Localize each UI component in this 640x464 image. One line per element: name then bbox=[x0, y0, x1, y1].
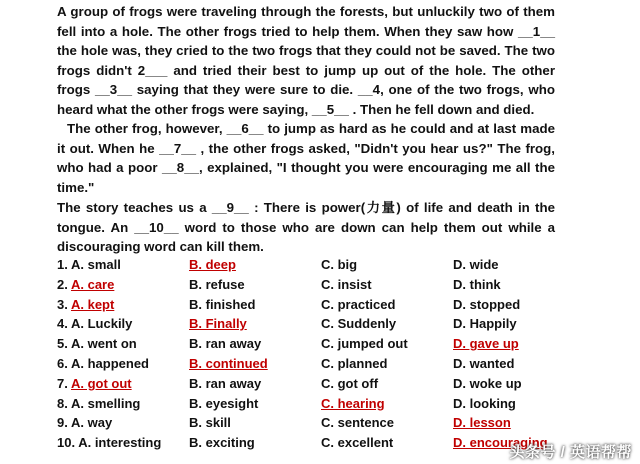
option-text: C. Suddenly bbox=[321, 316, 397, 332]
option-text: A. kept bbox=[70, 296, 115, 312]
passage-paragraph-3: The story teaches us a __9__ : There is power(力量) of life and death in the tongue. An __10__ word to those who are down can help them out while a discouraging word can kill them. bbox=[57, 200, 555, 255]
option-text: D. Happily bbox=[453, 316, 517, 332]
option-row bbox=[57, 396, 577, 416]
option-text: D. woke up bbox=[453, 375, 522, 391]
option-d bbox=[453, 356, 514, 371]
option-d bbox=[453, 257, 499, 272]
option-c bbox=[321, 435, 393, 450]
question-number: 7. bbox=[57, 375, 71, 391]
option-text: B. deep bbox=[189, 257, 236, 272]
option-text: D. encouraging bbox=[453, 435, 548, 451]
option-a bbox=[57, 257, 121, 272]
passage-paragraph-1: A group of frogs were traveling through the forests, but unluckily two of them fell into a hole. The other frogs tried to help them. When they saw how __1__ the hole was, they cried to the two frogs that they could not be saved. The two frogs didn't 2___ and tried their best to jump up out of the hole. The other frogs __3__ saying that they were sure to die. __4, one of the two frogs, who heard what the other frogs were saying, __5__ . Then he fell down and died. bbox=[57, 4, 555, 117]
option-text: A. Luckily bbox=[70, 316, 133, 332]
option-text: B. eyesight bbox=[189, 395, 259, 411]
question-number: 9. bbox=[57, 415, 71, 431]
option-c bbox=[321, 415, 394, 430]
answer-options-list bbox=[57, 257, 577, 455]
question-number: 1. bbox=[57, 257, 71, 272]
option-text: C. planned bbox=[321, 355, 388, 371]
option-text: C. hearing bbox=[321, 395, 385, 411]
option-text: D. think bbox=[453, 276, 501, 292]
option-a bbox=[57, 277, 114, 292]
option-c bbox=[321, 297, 395, 312]
option-row bbox=[57, 316, 577, 336]
option-a bbox=[57, 316, 132, 331]
option-row bbox=[57, 257, 577, 277]
option-a bbox=[57, 396, 140, 411]
watermark: 头条号 / 英语帮帮 bbox=[509, 444, 632, 461]
option-text: A. interesting bbox=[78, 435, 162, 451]
option-text: A. went on bbox=[70, 336, 137, 352]
option-text: B. ran away bbox=[189, 336, 262, 352]
question-number: 2. bbox=[57, 276, 71, 292]
option-text: C. jumped out bbox=[321, 336, 408, 352]
option-text: D. gave up bbox=[453, 336, 519, 352]
option-text: D. lesson bbox=[453, 415, 511, 431]
option-c bbox=[321, 396, 385, 411]
question-number: 4. bbox=[57, 316, 71, 332]
option-d bbox=[453, 336, 519, 351]
option-row bbox=[57, 336, 577, 356]
option-row bbox=[57, 297, 577, 317]
option-text: B. skill bbox=[189, 415, 231, 431]
option-text: C. got off bbox=[321, 375, 379, 391]
option-row bbox=[57, 415, 577, 435]
option-text: B. continued bbox=[189, 355, 268, 371]
option-b bbox=[189, 316, 247, 331]
option-d bbox=[453, 277, 501, 292]
option-a bbox=[57, 297, 114, 312]
option-text: D. looking bbox=[453, 395, 516, 411]
question-number: 8. bbox=[57, 395, 71, 411]
option-text: C. big bbox=[321, 257, 358, 272]
option-c bbox=[321, 376, 378, 391]
option-b bbox=[189, 336, 261, 351]
option-text: A. got out bbox=[70, 375, 132, 391]
option-text: D. wanted bbox=[453, 355, 515, 371]
option-c bbox=[321, 316, 396, 331]
option-d bbox=[453, 415, 511, 430]
option-b bbox=[189, 376, 261, 391]
option-text: A. smelling bbox=[70, 395, 141, 411]
option-row bbox=[57, 277, 577, 297]
option-text: A. happened bbox=[70, 355, 149, 371]
option-c bbox=[321, 277, 372, 292]
option-b bbox=[189, 435, 255, 450]
option-text: B. Finally bbox=[189, 316, 247, 332]
option-text: B. finished bbox=[189, 296, 256, 312]
option-text: B. ran away bbox=[189, 375, 262, 391]
option-c bbox=[321, 356, 387, 371]
option-text: B. refuse bbox=[189, 276, 245, 292]
option-a bbox=[57, 435, 161, 450]
question-number: 6. bbox=[57, 355, 71, 371]
option-text: B. exciting bbox=[189, 435, 255, 451]
option-b bbox=[189, 396, 258, 411]
option-text: C. practiced bbox=[321, 296, 396, 312]
option-b bbox=[189, 297, 255, 312]
option-text: A. way bbox=[70, 415, 113, 431]
option-text: C. insist bbox=[321, 276, 372, 292]
option-d bbox=[453, 376, 522, 391]
question-number: 5. bbox=[57, 336, 71, 352]
option-c bbox=[321, 336, 408, 351]
option-text: A. care bbox=[70, 276, 115, 292]
option-text: C. excellent bbox=[321, 435, 394, 451]
option-text: D. stopped bbox=[453, 296, 521, 312]
option-row bbox=[57, 356, 577, 376]
option-d bbox=[453, 297, 520, 312]
option-row bbox=[57, 376, 577, 396]
option-text: D. wide bbox=[453, 257, 499, 272]
option-b bbox=[189, 356, 268, 371]
option-a bbox=[57, 415, 112, 430]
option-d bbox=[453, 396, 516, 411]
option-text: C. sentence bbox=[321, 415, 394, 431]
option-a bbox=[57, 376, 132, 391]
option-a bbox=[57, 356, 149, 371]
option-b bbox=[189, 257, 236, 272]
question-number: 3. bbox=[57, 296, 71, 312]
passage-paragraph-2: The other frog, however, __6__ to jump as hard as he could and at last made it out. When he __7__ , the other frogs asked, "Didn't you hear us?" The frog, who had a poor __8__, explained, "I thought you were encouraging me all the time." bbox=[57, 121, 555, 195]
option-d bbox=[453, 316, 517, 331]
question-number: 10. bbox=[57, 435, 79, 451]
option-b bbox=[189, 277, 245, 292]
option-b bbox=[189, 415, 231, 430]
option-row bbox=[57, 435, 577, 455]
option-text: A. small bbox=[70, 257, 121, 272]
option-a bbox=[57, 336, 137, 351]
option-c bbox=[321, 257, 357, 272]
